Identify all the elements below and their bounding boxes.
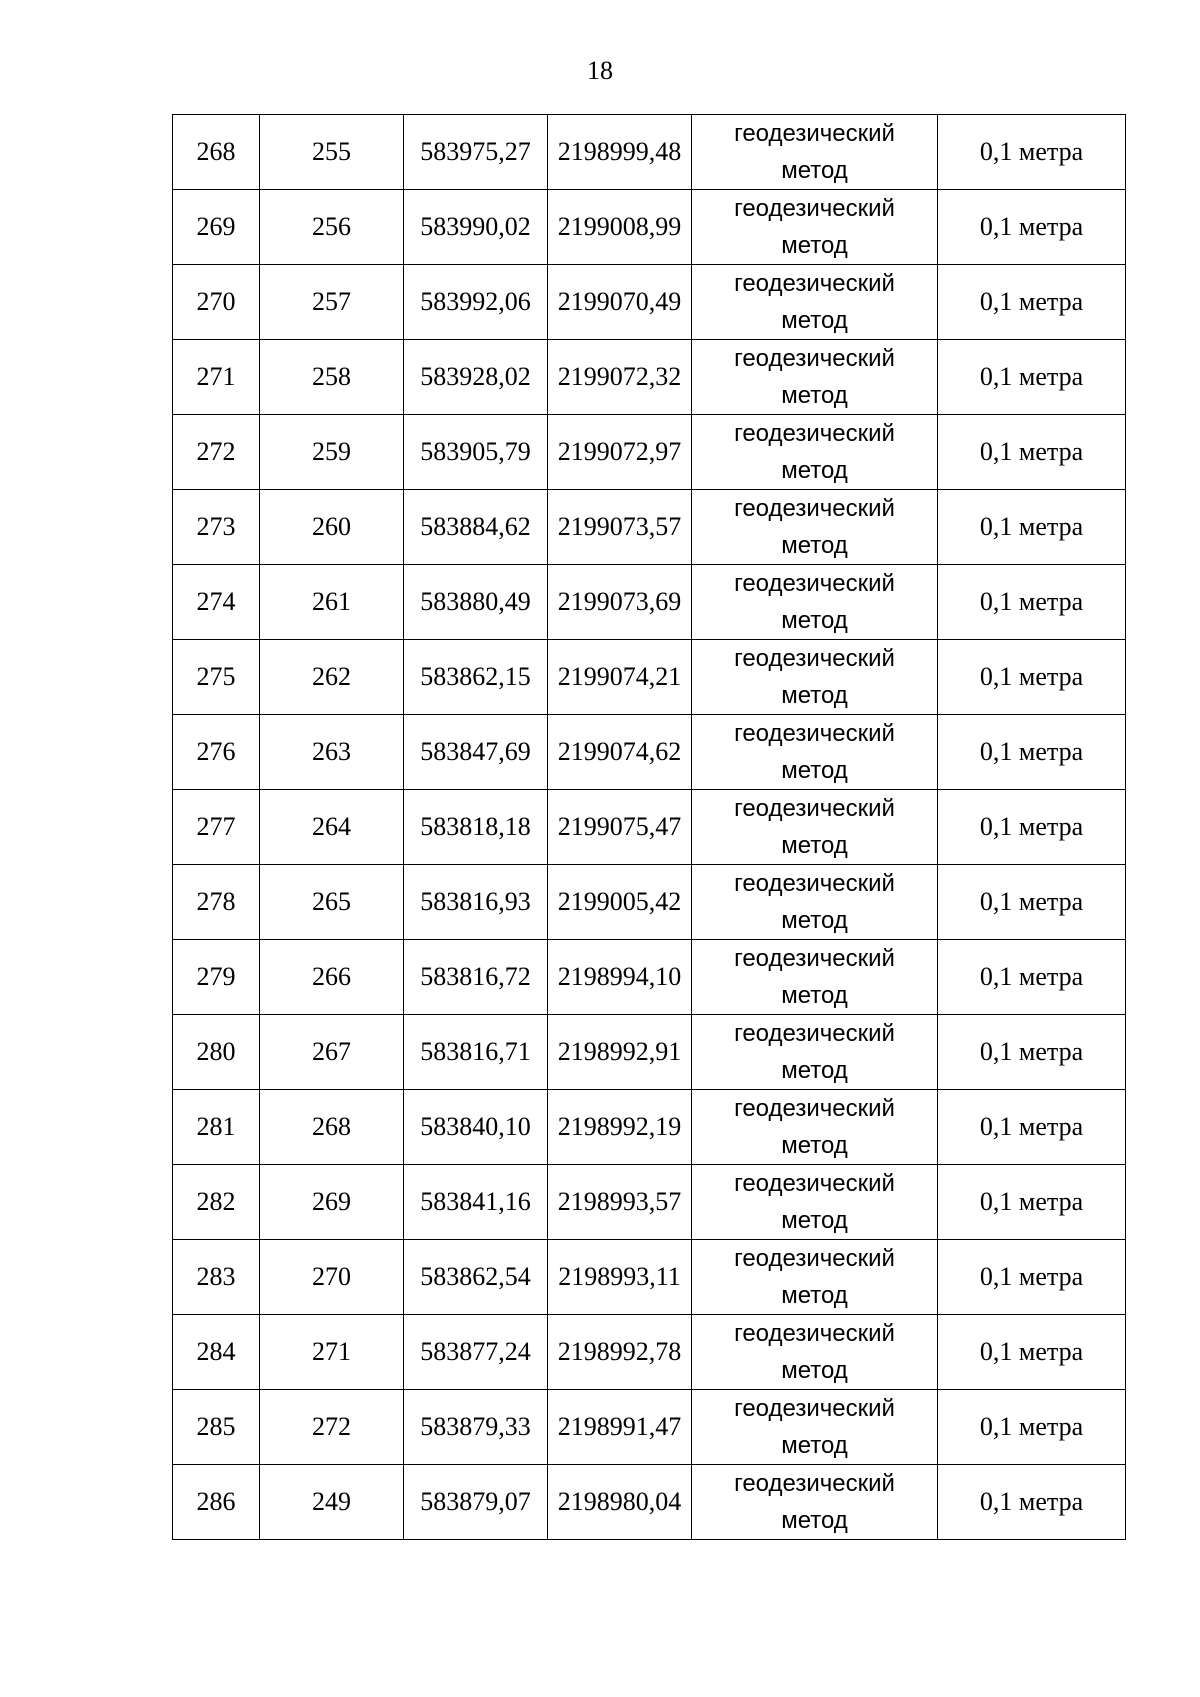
table-row — [173, 1240, 1126, 1315]
method-line-2: метод — [781, 232, 848, 259]
y-coordinate-cell: 2198991,47 — [548, 1390, 692, 1465]
table-row — [173, 340, 1126, 415]
method-line-1: геодезический — [734, 1170, 895, 1197]
precision-cell: 0,1 метра — [938, 1165, 1126, 1240]
row-number-cell: 284 — [173, 1315, 260, 1390]
table-row — [173, 115, 1126, 190]
method-cell — [692, 265, 938, 340]
method-line-2: метод — [781, 1282, 848, 1309]
method-line-1: геодезический — [734, 120, 895, 147]
x-coordinate-cell: 583879,07 — [404, 1465, 548, 1540]
row-number-cell: 279 — [173, 940, 260, 1015]
y-coordinate-cell: 2199073,69 — [548, 565, 692, 640]
precision-cell: 0,1 метра — [938, 865, 1126, 940]
point-number-cell: 260 — [260, 490, 404, 565]
coordinates-table — [172, 114, 1126, 1540]
method-cell — [692, 490, 938, 565]
precision-cell: 0,1 метра — [938, 640, 1126, 715]
precision-cell: 0,1 метра — [938, 790, 1126, 865]
y-coordinate-cell: 2198994,10 — [548, 940, 692, 1015]
row-number-cell: 269 — [173, 190, 260, 265]
method-line-2: метод — [781, 907, 848, 934]
method-line-2: метод — [781, 532, 848, 559]
method-line-2: метод — [781, 682, 848, 709]
x-coordinate-cell: 583990,02 — [404, 190, 548, 265]
row-number-cell: 273 — [173, 490, 260, 565]
point-number-cell: 249 — [260, 1465, 404, 1540]
method-cell — [692, 640, 938, 715]
point-number-cell: 258 — [260, 340, 404, 415]
method-line-2: метод — [781, 832, 848, 859]
table-row — [173, 790, 1126, 865]
point-number-cell: 255 — [260, 115, 404, 190]
table-row — [173, 1090, 1126, 1165]
row-number-cell: 281 — [173, 1090, 260, 1165]
method-line-1: геодезический — [734, 720, 895, 747]
method-line-2: метод — [781, 307, 848, 334]
row-number-cell: 278 — [173, 865, 260, 940]
table-row — [173, 715, 1126, 790]
point-number-cell: 262 — [260, 640, 404, 715]
precision-cell: 0,1 метра — [938, 190, 1126, 265]
y-coordinate-cell: 2198993,11 — [548, 1240, 692, 1315]
method-line-2: метод — [781, 982, 848, 1009]
row-number-cell: 286 — [173, 1465, 260, 1540]
method-cell — [692, 115, 938, 190]
table-row — [173, 640, 1126, 715]
table-row — [173, 565, 1126, 640]
precision-cell: 0,1 метра — [938, 1015, 1126, 1090]
x-coordinate-cell: 583816,71 — [404, 1015, 548, 1090]
method-line-1: геодезический — [734, 345, 895, 372]
method-line-2: метод — [781, 1432, 848, 1459]
table-row — [173, 940, 1126, 1015]
table-row — [173, 265, 1126, 340]
method-cell — [692, 1240, 938, 1315]
method-line-2: метод — [781, 382, 848, 409]
x-coordinate-cell: 583992,06 — [404, 265, 548, 340]
y-coordinate-cell: 2199005,42 — [548, 865, 692, 940]
row-number-cell: 274 — [173, 565, 260, 640]
method-line-1: геодезический — [734, 645, 895, 672]
method-cell — [692, 565, 938, 640]
y-coordinate-cell: 2199074,21 — [548, 640, 692, 715]
table-row — [173, 415, 1126, 490]
precision-cell: 0,1 метра — [938, 415, 1126, 490]
x-coordinate-cell: 583816,93 — [404, 865, 548, 940]
row-number-cell: 272 — [173, 415, 260, 490]
method-line-1: геодезический — [734, 195, 895, 222]
point-number-cell: 259 — [260, 415, 404, 490]
method-line-2: метод — [781, 1357, 848, 1384]
method-line-2: метод — [781, 607, 848, 634]
row-number-cell: 276 — [173, 715, 260, 790]
method-line-1: геодезический — [734, 1020, 895, 1047]
method-cell — [692, 1090, 938, 1165]
x-coordinate-cell: 583862,15 — [404, 640, 548, 715]
point-number-cell: 265 — [260, 865, 404, 940]
y-coordinate-cell: 2199073,57 — [548, 490, 692, 565]
point-number-cell: 271 — [260, 1315, 404, 1390]
method-line-2: метод — [781, 1057, 848, 1084]
y-coordinate-cell: 2198980,04 — [548, 1465, 692, 1540]
x-coordinate-cell: 583816,72 — [404, 940, 548, 1015]
y-coordinate-cell: 2199074,62 — [548, 715, 692, 790]
method-cell — [692, 790, 938, 865]
table-row — [173, 1165, 1126, 1240]
method-cell — [692, 940, 938, 1015]
y-coordinate-cell: 2198992,78 — [548, 1315, 692, 1390]
y-coordinate-cell: 2199072,32 — [548, 340, 692, 415]
method-cell — [692, 1315, 938, 1390]
row-number-cell: 277 — [173, 790, 260, 865]
point-number-cell: 256 — [260, 190, 404, 265]
precision-cell: 0,1 метра — [938, 565, 1126, 640]
method-cell — [692, 715, 938, 790]
point-number-cell: 272 — [260, 1390, 404, 1465]
precision-cell: 0,1 метра — [938, 490, 1126, 565]
y-coordinate-cell: 2199070,49 — [548, 265, 692, 340]
method-line-1: геодезический — [734, 570, 895, 597]
method-line-1: геодезический — [734, 1470, 895, 1497]
method-line-2: метод — [781, 157, 848, 184]
row-number-cell: 285 — [173, 1390, 260, 1465]
x-coordinate-cell: 583841,16 — [404, 1165, 548, 1240]
point-number-cell: 264 — [260, 790, 404, 865]
point-number-cell: 270 — [260, 1240, 404, 1315]
method-line-1: геодезический — [734, 870, 895, 897]
table-row — [173, 190, 1126, 265]
point-number-cell: 267 — [260, 1015, 404, 1090]
table-row — [173, 1390, 1126, 1465]
method-cell — [692, 865, 938, 940]
method-cell — [692, 1165, 938, 1240]
method-line-1: геодезический — [734, 495, 895, 522]
precision-cell: 0,1 метра — [938, 1240, 1126, 1315]
y-coordinate-cell: 2198993,57 — [548, 1165, 692, 1240]
point-number-cell: 268 — [260, 1090, 404, 1165]
method-line-1: геодезический — [734, 1245, 895, 1272]
method-line-1: геодезический — [734, 945, 895, 972]
page-number: 18 — [587, 56, 613, 85]
method-line-2: метод — [781, 1207, 848, 1234]
table-row — [173, 1465, 1126, 1540]
method-line-2: метод — [781, 1132, 848, 1159]
precision-cell: 0,1 метра — [938, 265, 1126, 340]
point-number-cell: 269 — [260, 1165, 404, 1240]
y-coordinate-cell: 2198992,91 — [548, 1015, 692, 1090]
row-number-cell: 280 — [173, 1015, 260, 1090]
precision-cell: 0,1 метра — [938, 1315, 1126, 1390]
method-cell — [692, 1015, 938, 1090]
method-cell — [692, 190, 938, 265]
table-row — [173, 1015, 1126, 1090]
x-coordinate-cell: 583840,10 — [404, 1090, 548, 1165]
method-line-2: метод — [781, 757, 848, 784]
precision-cell: 0,1 метра — [938, 1465, 1126, 1540]
point-number-cell: 263 — [260, 715, 404, 790]
row-number-cell: 275 — [173, 640, 260, 715]
method-cell — [692, 415, 938, 490]
method-line-2: метод — [781, 1507, 848, 1534]
method-cell — [692, 1390, 938, 1465]
point-number-cell: 257 — [260, 265, 404, 340]
x-coordinate-cell: 583905,79 — [404, 415, 548, 490]
row-number-cell: 271 — [173, 340, 260, 415]
method-line-1: геодезический — [734, 795, 895, 822]
y-coordinate-cell: 2198999,48 — [548, 115, 692, 190]
x-coordinate-cell: 583862,54 — [404, 1240, 548, 1315]
row-number-cell: 283 — [173, 1240, 260, 1315]
precision-cell: 0,1 метра — [938, 1090, 1126, 1165]
method-cell — [692, 1465, 938, 1540]
precision-cell: 0,1 метра — [938, 115, 1126, 190]
table-row — [173, 1315, 1126, 1390]
x-coordinate-cell: 583818,18 — [404, 790, 548, 865]
table-row — [173, 490, 1126, 565]
y-coordinate-cell: 2199008,99 — [548, 190, 692, 265]
method-line-2: метод — [781, 457, 848, 484]
x-coordinate-cell: 583880,49 — [404, 565, 548, 640]
coordinates-table-body — [173, 115, 1126, 1540]
x-coordinate-cell: 583975,27 — [404, 115, 548, 190]
table-row — [173, 865, 1126, 940]
method-line-1: геодезический — [734, 1095, 895, 1122]
row-number-cell: 270 — [173, 265, 260, 340]
precision-cell: 0,1 метра — [938, 1390, 1126, 1465]
point-number-cell: 261 — [260, 565, 404, 640]
x-coordinate-cell: 583884,62 — [404, 490, 548, 565]
y-coordinate-cell: 2198992,19 — [548, 1090, 692, 1165]
y-coordinate-cell: 2199075,47 — [548, 790, 692, 865]
method-line-1: геодезический — [734, 270, 895, 297]
row-number-cell: 268 — [173, 115, 260, 190]
method-line-1: геодезический — [734, 420, 895, 447]
x-coordinate-cell: 583847,69 — [404, 715, 548, 790]
method-line-1: геодезический — [734, 1320, 895, 1347]
x-coordinate-cell: 583928,02 — [404, 340, 548, 415]
x-coordinate-cell: 583879,33 — [404, 1390, 548, 1465]
y-coordinate-cell: 2199072,97 — [548, 415, 692, 490]
precision-cell: 0,1 метра — [938, 340, 1126, 415]
method-cell — [692, 340, 938, 415]
method-line-1: геодезический — [734, 1395, 895, 1422]
point-number-cell: 266 — [260, 940, 404, 1015]
x-coordinate-cell: 583877,24 — [404, 1315, 548, 1390]
precision-cell: 0,1 метра — [938, 715, 1126, 790]
precision-cell: 0,1 метра — [938, 940, 1126, 1015]
row-number-cell: 282 — [173, 1165, 260, 1240]
